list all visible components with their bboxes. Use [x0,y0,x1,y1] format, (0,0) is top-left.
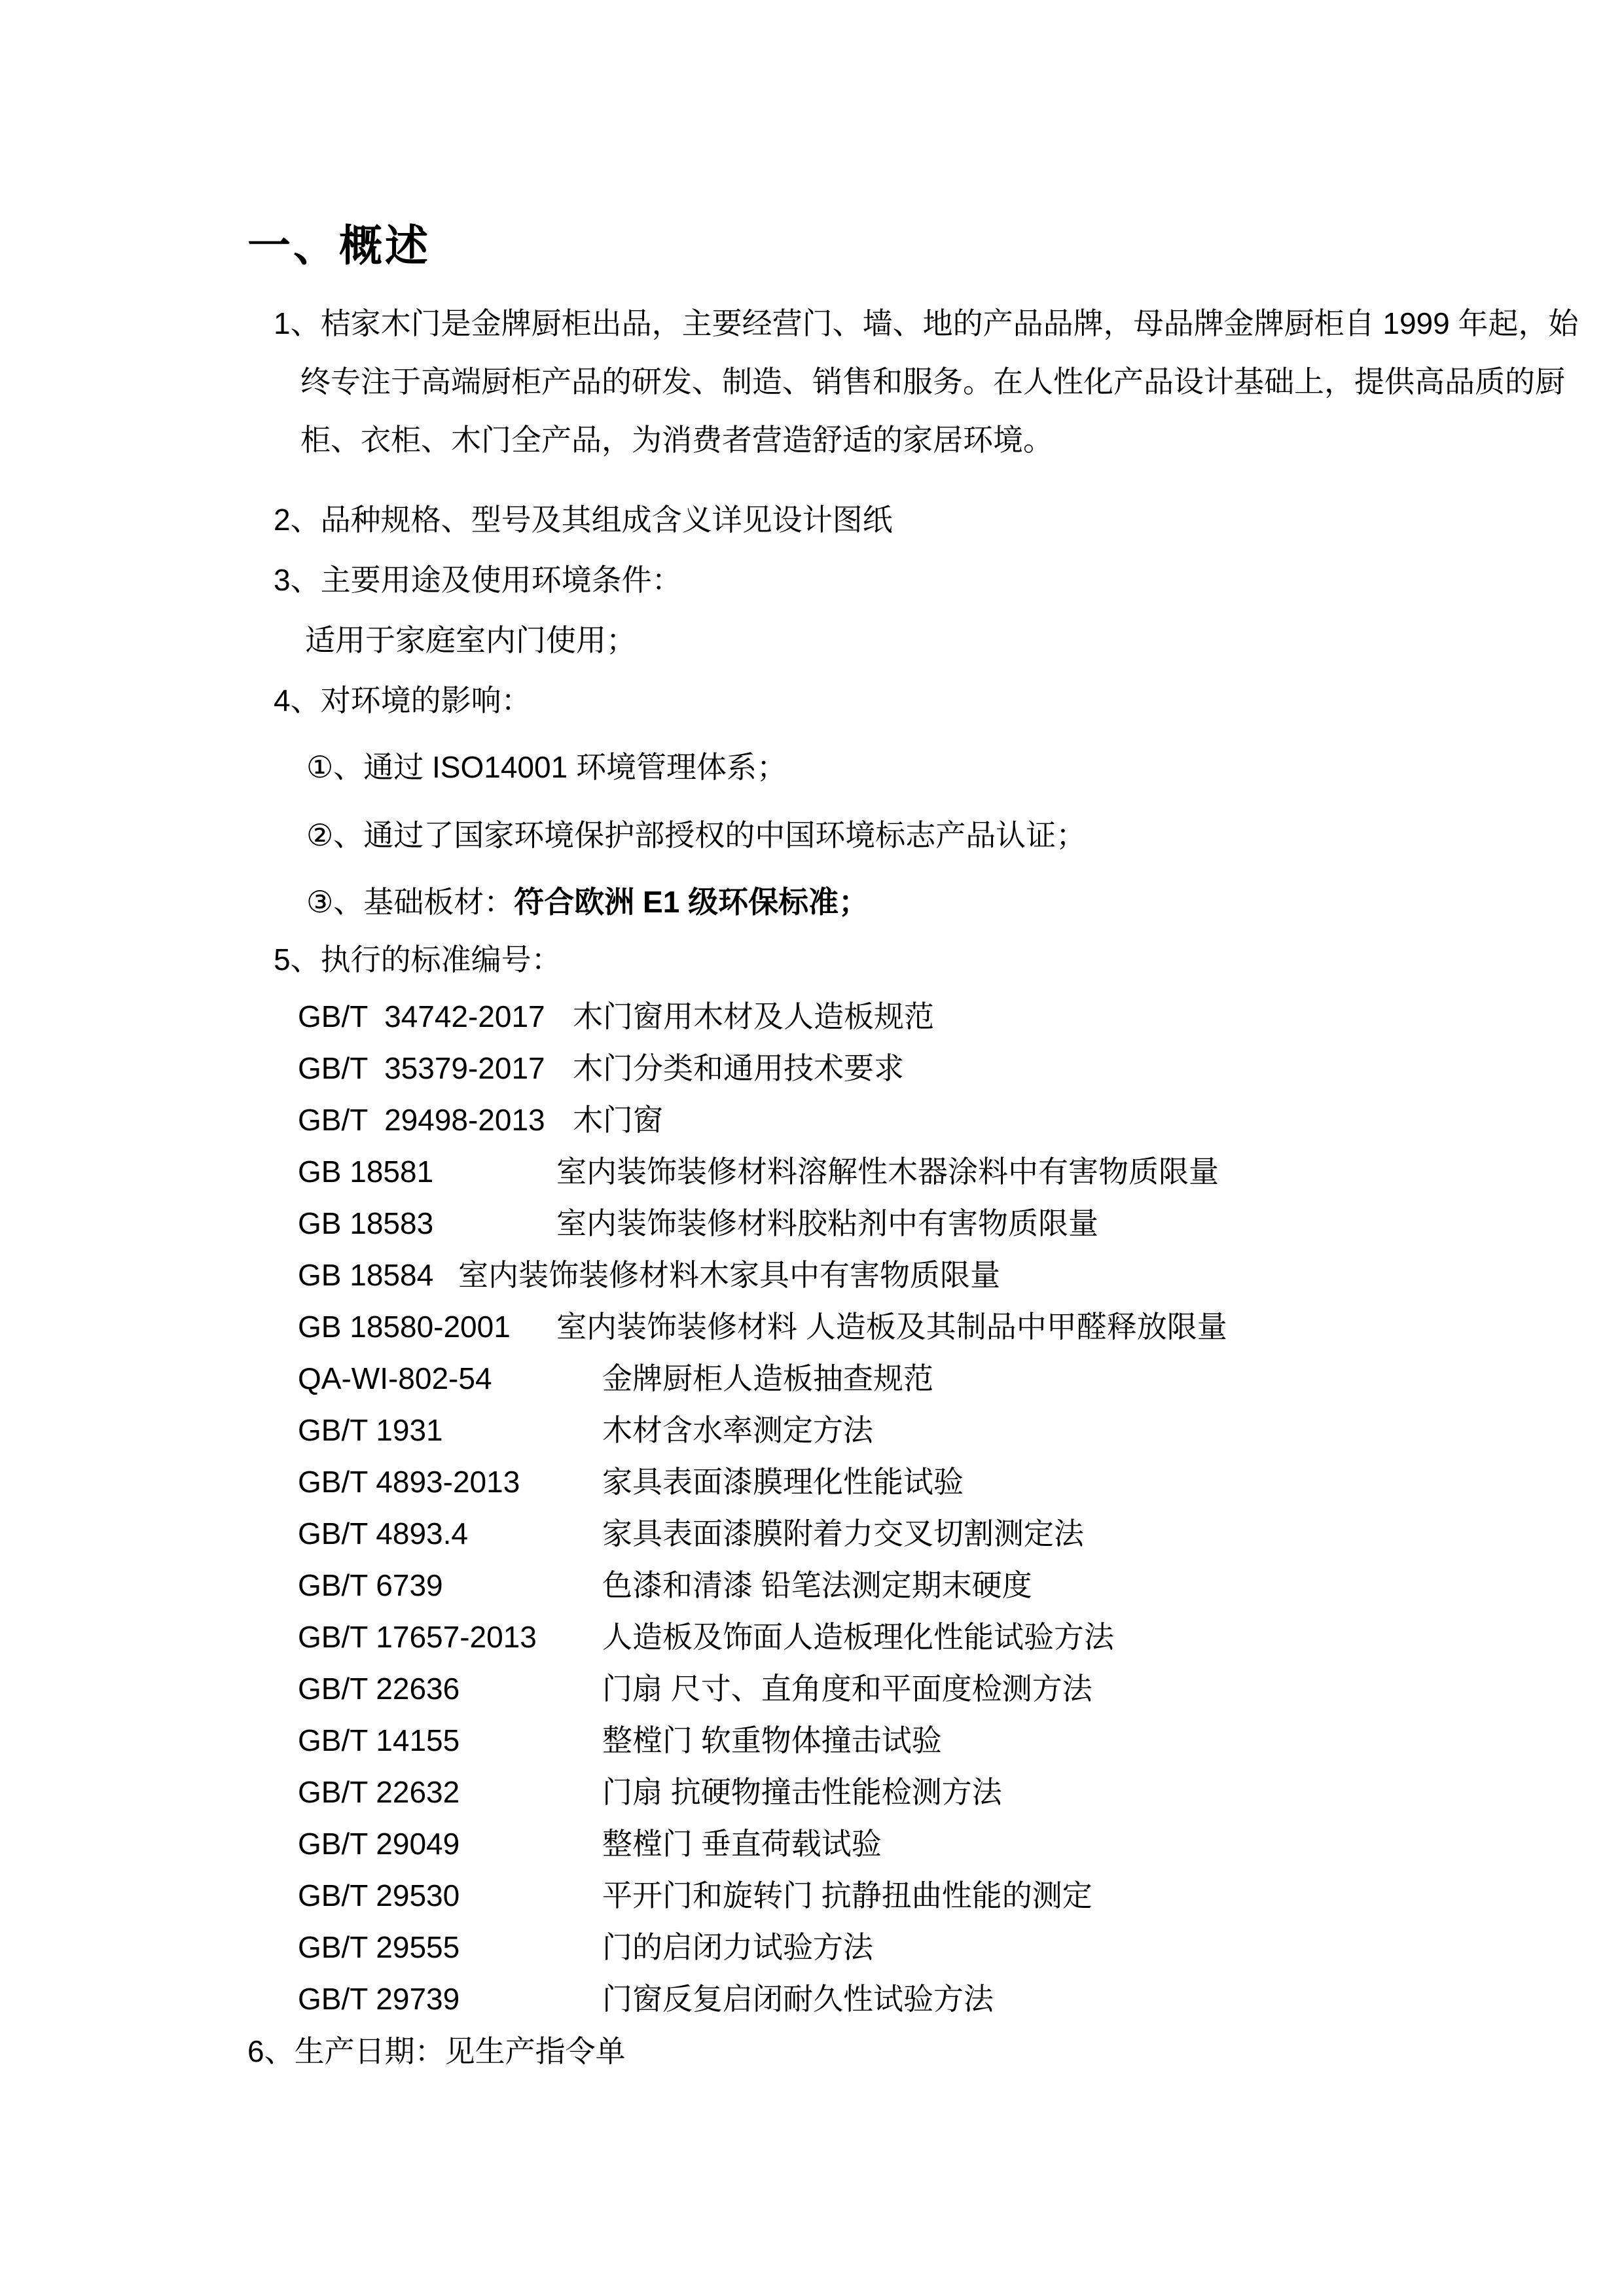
standard-desc: 木门窗 [573,1103,663,1137]
standard-desc: 室内装饰装修材料溶解性木器涂料中有害物质限量 [556,1155,1219,1189]
standard-desc: 木门窗用木材及人造板规范 [573,999,934,1033]
standard-code: GB/T 34742-2017 [298,999,545,1033]
item-3: 3、主要用途及使用环境条件： [274,563,682,597]
standard-row [298,1672,1092,1706]
standard-desc: 整樘门 软重物体撞击试验 [602,1723,942,1757]
item-4-sub-3-label: ③、基础板材： [306,885,514,919]
standard-desc: 木门分类和通用技术要求 [573,1051,904,1085]
standard-code: GB/T 29049 [298,1827,460,1861]
item-6: 6、生产日期：见生产指令单 [247,2034,626,2068]
standard-row [298,1568,1032,1603]
standard-desc: 家具表面漆膜理化性能试验 [602,1465,964,1499]
standard-code: QA-WI-802-54 [298,1361,492,1395]
standard-row [298,1413,873,1448]
standard-code: GB/T 17657-2013 [298,1620,537,1654]
standard-desc: 人造板及饰面人造板理化性能试验方法 [602,1620,1114,1654]
standard-row [298,1723,942,1758]
item-1-line-1: 1、桔家木门是金牌厨柜出品，主要经营门、墙、地的产品品牌，母品牌金牌厨柜自 1999 年起，始 [274,306,1579,340]
standard-desc: 整樘门 垂直荷载试验 [602,1827,882,1861]
standard-code: GB 18584 [298,1258,434,1292]
item-3-note: 适用于家庭室内门使用； [305,623,636,657]
standard-code: GB/T 4893-2013 [298,1465,520,1499]
standard-code: GB/T 29739 [298,1982,460,2016]
standard-desc: 平开门和旋转门 抗静扭曲性能的测定 [602,1878,1092,1912]
standard-row [298,1516,1084,1551]
standard-code: GB 18583 [298,1206,434,1240]
item-1-line-2: 终专注于高端厨柜产品的研发、制造、销售和服务。在人性化产品设计基础上，提供高品质的厨 [300,365,1565,399]
standard-row [298,1775,1002,1810]
standard-desc: 金牌厨柜人造板抽查规范 [602,1361,933,1395]
standard-desc: 门的启闭力试验方法 [602,1930,873,1964]
item-4: 4、对环境的影响： [274,683,532,717]
standard-row [298,1878,1092,1913]
standard-code: GB 18581 [298,1155,434,1189]
standard-code: GB/T 22632 [298,1775,460,1809]
standard-row [298,1051,904,1086]
section-heading: 一、概述 [247,221,431,270]
standard-desc: 门窗反复启闭耐久性试验方法 [602,1982,994,2016]
standard-row [298,1103,663,1138]
standard-code: GB 18580-2001 [298,1310,511,1344]
standard-code: GB/T 6739 [298,1568,443,1602]
item-1-line-3: 柜、衣柜、木门全产品，为消费者营造舒适的家居环境。 [300,423,1053,457]
standard-row [298,1930,873,1965]
standard-code: GB/T 29530 [298,1878,460,1912]
standard-row [298,1206,1098,1241]
standard-desc: 色漆和清漆 铅笔法测定期末硬度 [602,1568,1032,1602]
standard-desc: 室内装饰装修材料木家具中有害物质限量 [458,1258,1000,1292]
standard-row [298,1465,964,1499]
standard-code: GB/T 1931 [298,1413,443,1447]
standard-row [298,1827,882,1861]
standard-desc: 木材含水率测定方法 [602,1413,873,1447]
standard-code: GB/T 14155 [298,1723,460,1757]
standard-desc: 家具表面漆膜附着力交叉切割测定法 [602,1516,1084,1551]
standard-code: GB/T 29555 [298,1930,460,1964]
item-4-sub-3 [306,885,869,920]
standard-code: GB/T 4893.4 [298,1516,468,1551]
standard-code: GB/T 35379-2017 [298,1051,545,1085]
standard-row [298,999,934,1034]
item-4-sub-1: ①、通过 ISO14001 环境管理体系； [306,750,787,784]
standard-row [298,1310,1227,1344]
standard-desc: 室内装饰装修材料胶粘剂中有害物质限量 [556,1206,1098,1240]
standard-desc: 门扇 抗硬物撞击性能检测方法 [602,1775,1002,1809]
standard-desc: 室内装饰装修材料 人造板及其制品中甲醛释放限量 [556,1310,1227,1344]
item-5: 5、执行的标准编号： [274,942,562,977]
standard-row [298,1258,1000,1293]
standard-code: GB/T 22636 [298,1672,460,1706]
standard-row [298,1155,1219,1189]
standard-row [298,1361,933,1396]
standard-row [298,1982,994,2017]
item-4-sub-2: ②、通过了国家环境保护部授权的中国环境标志产品认证； [306,818,1087,852]
standard-desc: 门扇 尺寸、直角度和平面度检测方法 [602,1672,1092,1706]
standard-row [298,1620,1114,1655]
standard-code: GB/T 29498-2013 [298,1103,545,1137]
item-4-sub-3-bold-text: 符合欧洲 E1 级环保标准； [514,885,869,919]
item-2: 2、品种规格、型号及其组成含义详见设计图纸 [274,503,893,537]
